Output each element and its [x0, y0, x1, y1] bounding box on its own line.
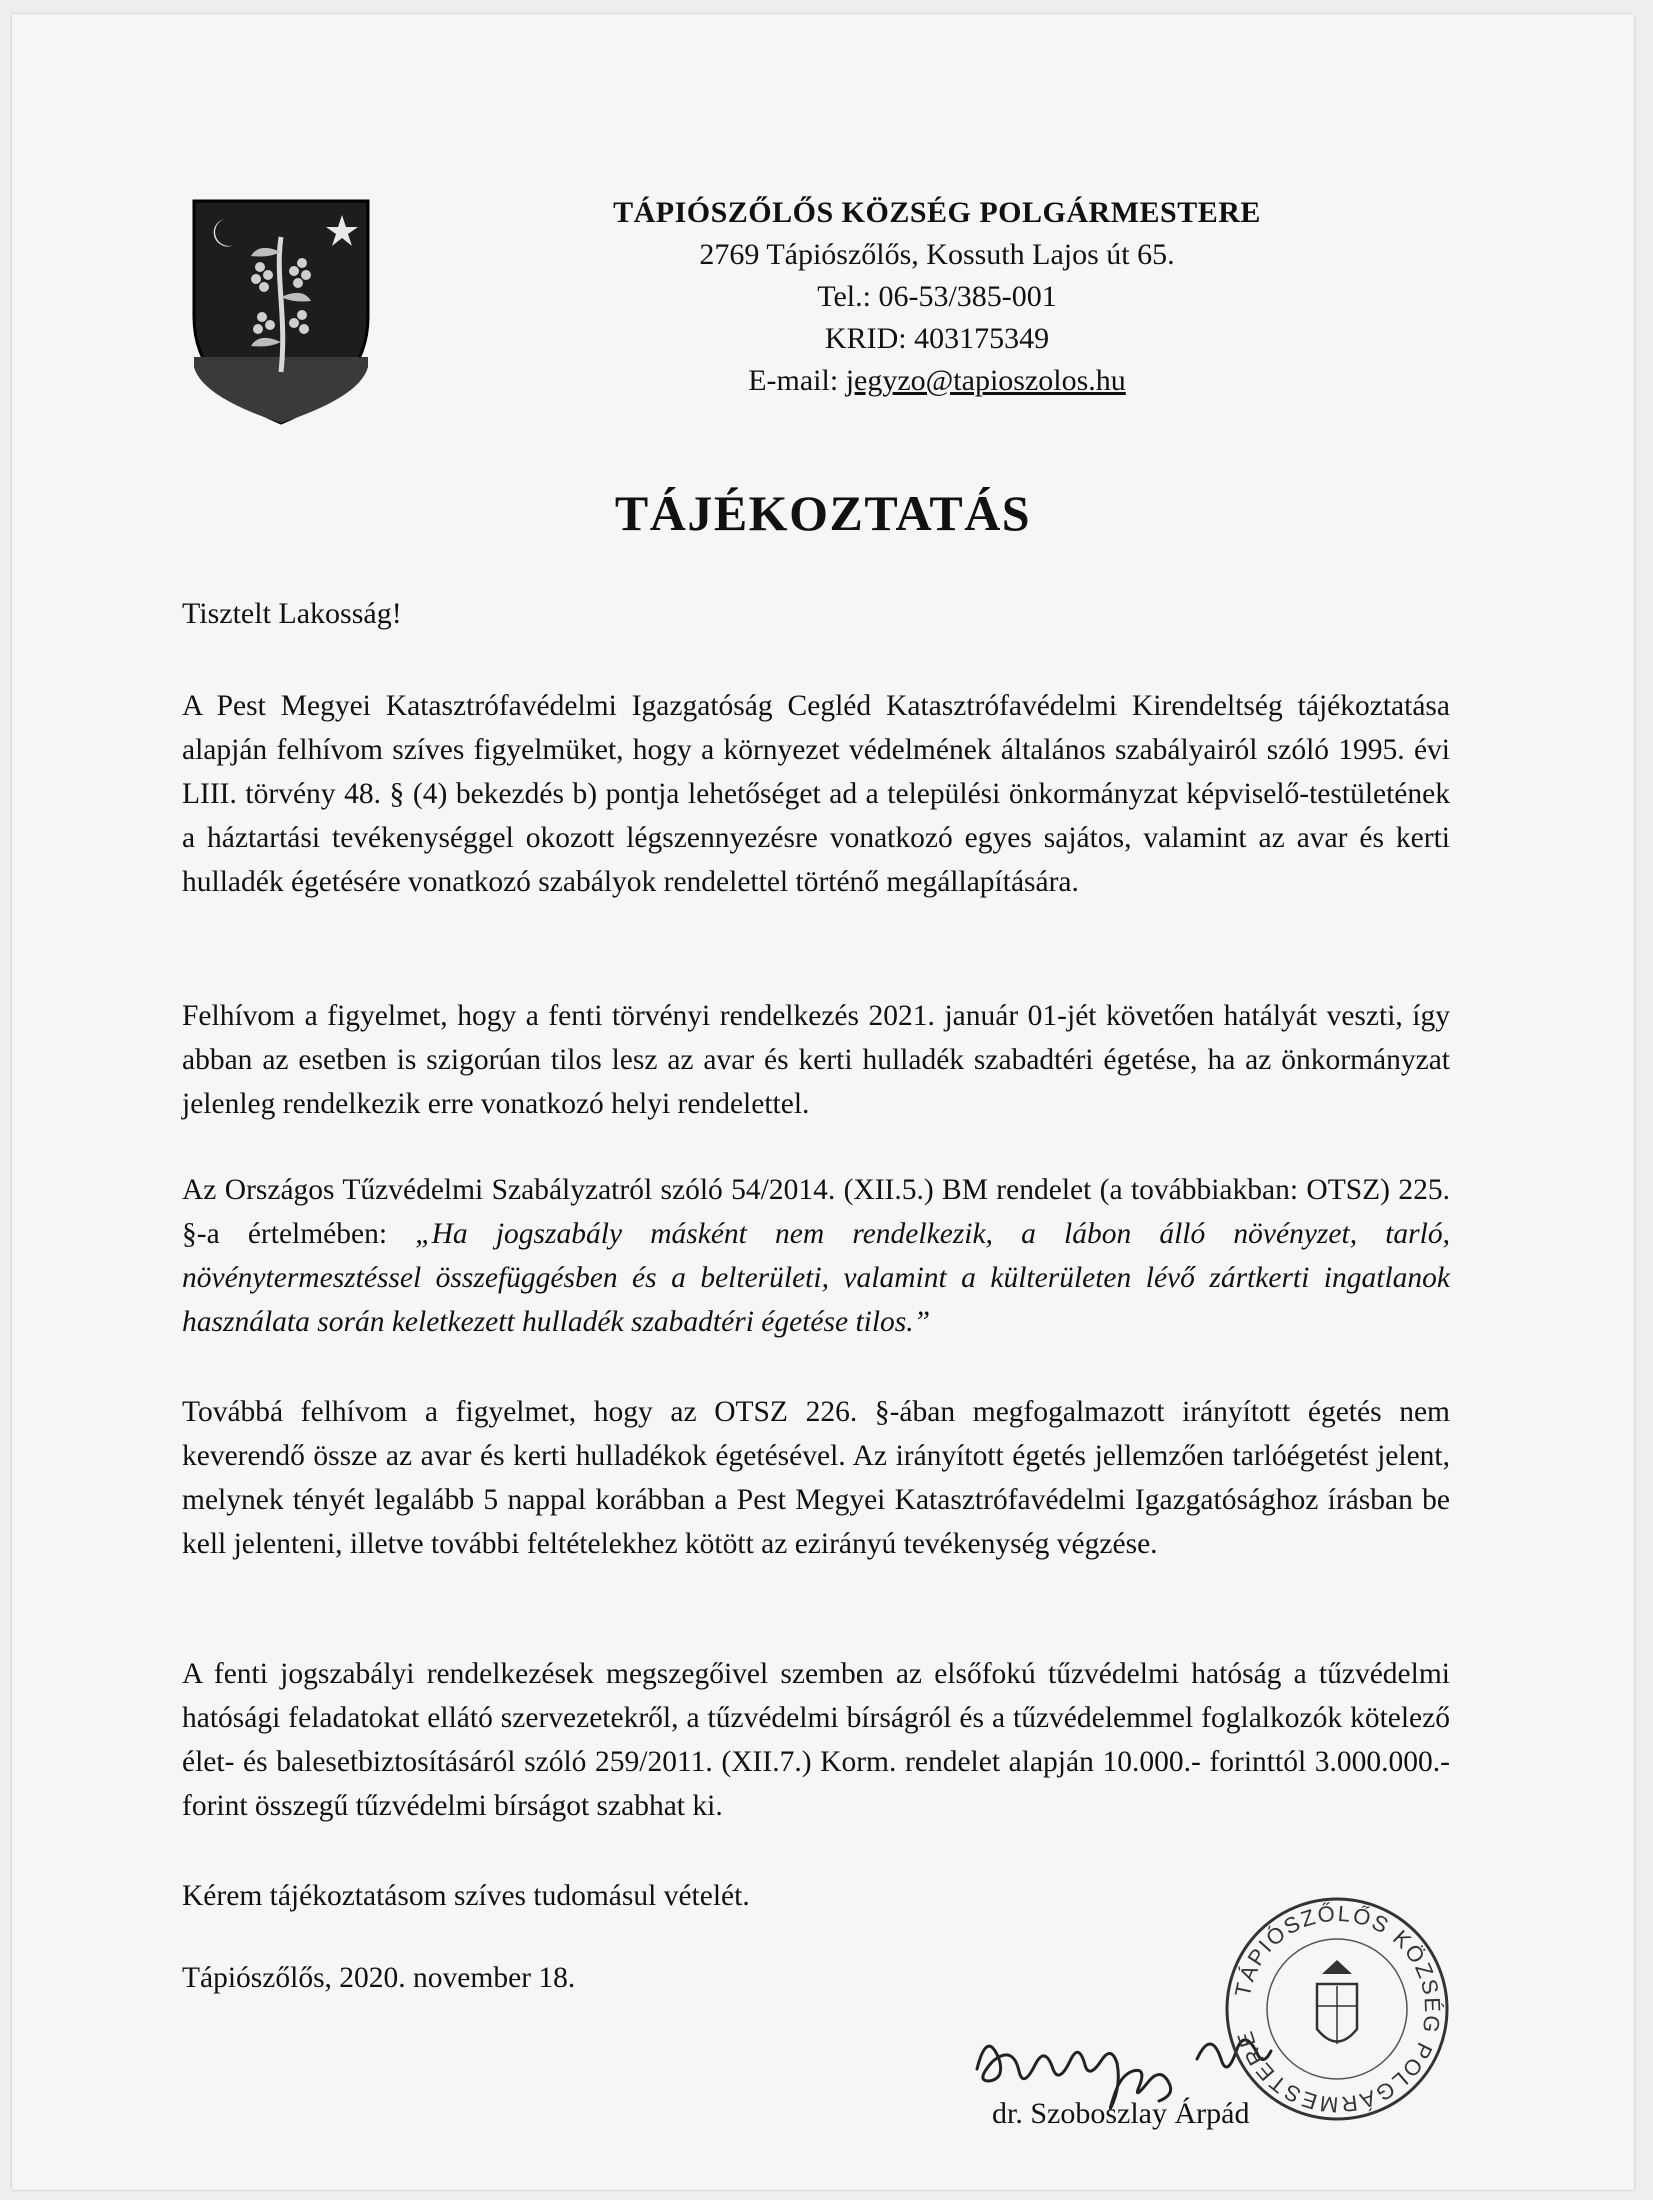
phone: Tel.: 06-53/385-001 [817, 280, 1057, 313]
legal-quote: „Ha jogszabály másként nem rendelkezik, a lábon álló növényzet, tarló, növénytermesztéssel összefüggésben és a belterületi, valamint a külterületen lévő zártkerti ingatlanok használata során keletkezett hulladék szabadtéri égetése tilos.” [182, 1218, 1450, 1338]
document-title: TÁJÉKOZTATÁS [614, 485, 1032, 541]
organization-name: TÁPIÓSZŐLŐS KÖZSÉG POLGÁRMESTERE [613, 196, 1261, 229]
coat-of-arms-icon [190, 197, 372, 427]
official-stamp-icon [1222, 1894, 1452, 2124]
signer-name: dr. Szoboszlay Árpád [992, 2097, 1250, 2130]
paragraph-5: A fenti jogszabályi rendelkezések megszegőivel szemben az elsőfokú tűzvédelmi hatóság a tűzvédelmi hatósági feladatokat ellátó szervezetekről, a tűzvédelmi bírságról és a tűzvédelemmel foglalkozók kötelező élet- és balesetbiztosításáról szóló 259/2011. (XII.7.) Korm. rendelet alapján 10.000.- forinttól 3.000.000.- forint összegű tűzvédelmi bírságot szabhat ki. [182, 1658, 1450, 1822]
paragraph-3-intro: Az Országos Tűzvédelmi Szabályzatról szóló 54/2014. (XII.5.) BM rendelet (a továbbiakban: OTSZ) 225. §-a értelmében: [182, 1174, 1450, 1250]
closing-request: Kérem tájékoztatásom szíves tudomásul vételét. [182, 1880, 750, 1912]
paragraph-4: Továbbá felhívom a figyelmet, hogy az OTSZ 226. §-ában megfogalmazott irányított égetés nem keverendő össze az avar és kerti hulladékok égetésével. Az irányított égetés jellemzően tarlóégetést jelent, melynek tényét legalább 5 nappal korábban a Pest Megyei Katasztrófavédelmi Igazgatósághoz írásban be kell jelenteni, illetve további feltételekhez kötött az ezirányú tevékenység végzése. [182, 1396, 1450, 1560]
document-page [12, 14, 1634, 2190]
email-label: E-mail: [748, 364, 846, 397]
krid: KRID: 403175349 [824, 322, 1050, 355]
address: 2769 Tápiószőlős, Kossuth Lajos út 65. [699, 238, 1175, 271]
email-line [552, 360, 1322, 402]
paragraph-3 [182, 1168, 1450, 1344]
place-date: Tápiószőlős, 2020. november 18. [182, 1962, 576, 1994]
letterhead [552, 192, 1322, 402]
salutation: Tisztelt Lakosság! [182, 597, 402, 630]
email-link[interactable]: jegyzo@tapioszolos.hu [845, 364, 1126, 397]
paragraph-1: A Pest Megyei Katasztrófavédelmi Igazgatóság Cegléd Katasztrófavédelmi Kirendeltség tájékoztatása alapján felhívom szíves figyelmüket, hogy a környezet védelmének általános szabályairól szóló 1995. évi LIII. törvény 48. § (4) bekezdés b) pontja lehetőséget ad a települési önkormányzat képviselő-testületének a háztartási tevékenységgel okozott légszennyezésre vonatkozó egyes sajátos, valamint az avar és kerti hulladék égetésére vonatkozó szabályok rendelettel történő megállapítására. [182, 690, 1450, 898]
svg-text:TÁPIÓSZŐLŐS KÖZSÉG POLGÁRMESTE: TÁPIÓSZŐLŐS KÖZSÉG POLGÁRMESTERE [1229, 1900, 1446, 2118]
paragraph-2: Felhívom a figyelmet, hogy a fenti törvényi rendelkezés 2021. január 01-jét követően hatályát veszti, így abban az esetben is szigorúan tilos lesz az avar és kerti hulladék szabadtéri égetése, ha az önkormányzat jelenleg rendelkezik erre vonatkozó helyi rendelettel. [182, 1000, 1450, 1120]
